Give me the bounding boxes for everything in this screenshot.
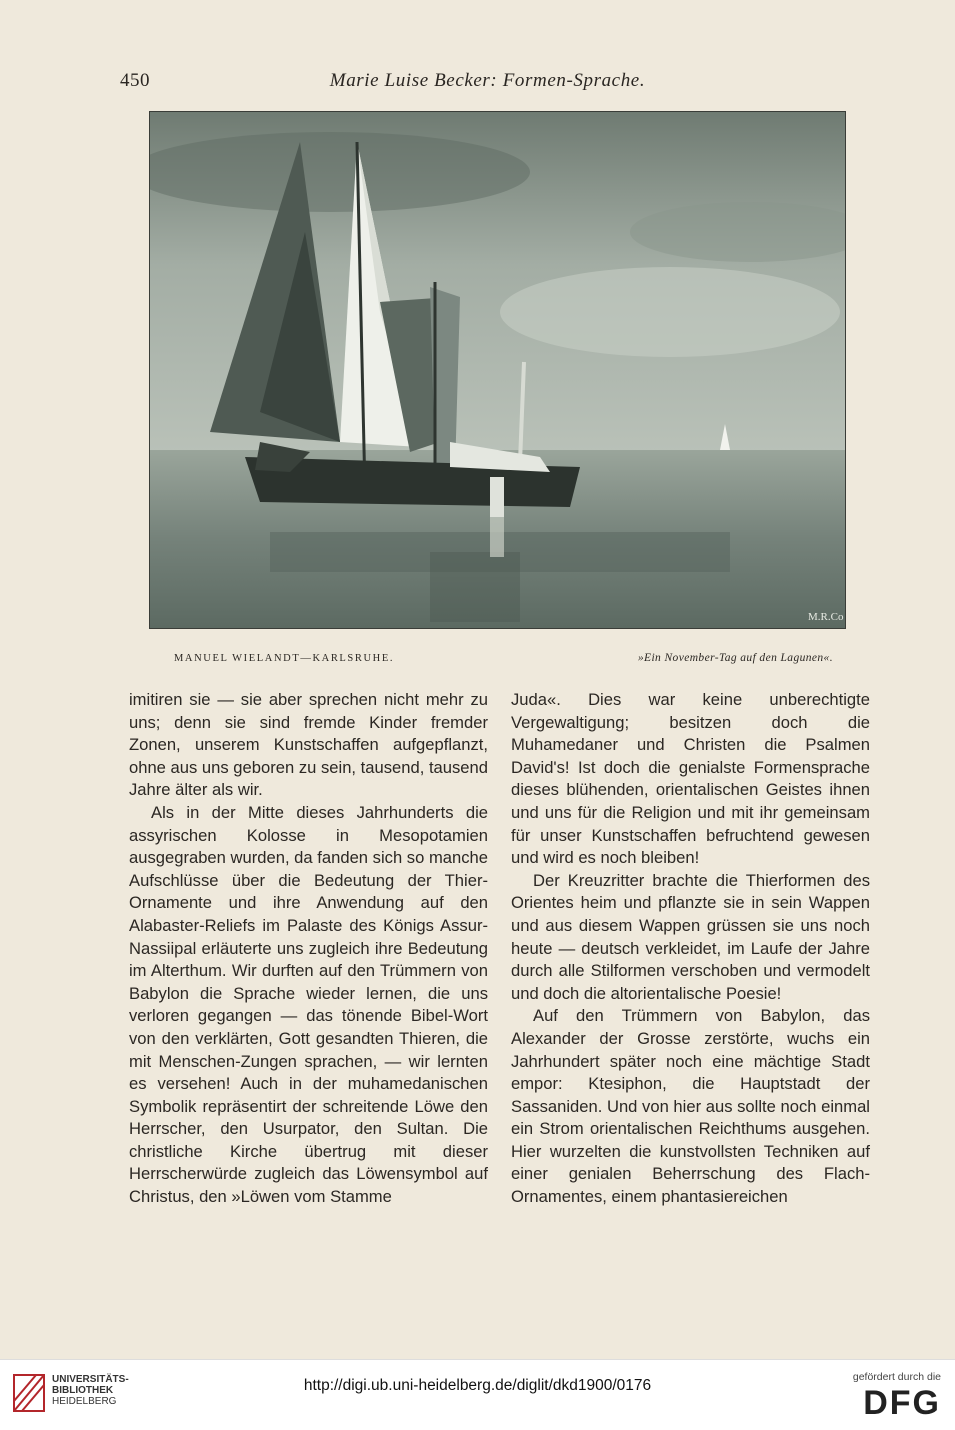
sailboat-painting [150,112,845,628]
left-text-column [129,689,488,1209]
caption-artist: MANUEL WIELANDT—KARLSRUHE. [174,653,395,664]
painting-plate [149,111,846,629]
caption-title: »Ein November-Tag auf den Lagunen«. [637,652,833,664]
permalink-url[interactable]: http://digi.ub.uni-heidelberg.de/diglit/dkd1900/0176 [303,1377,652,1394]
paragraph: Auf den Trümmern von Babylon, das Alexander der Grosse zerstörte, wuchs ein Jahrhundert später noch eine mächtige Stadt empor: Ktesiphon, die Hauptstadt der Sassaniden. Und von hier aus sollte noch einmal ein Strom orientalischen Reichthums ausgehen. Hier wurzelten die kunstvollsten Techniken auf einer genialen Beherrschung des Flach-Ornamentes, einem phantasiereichen [511,1006,870,1207]
right-text-column [511,689,870,1209]
running-title: Marie Luise Becker: Formen-Sprache. [329,70,646,91]
paragraph: imitiren sie — sie aber sprechen nicht mehr zu uns; denn sie sind fremde Kinder fremder Zonen, unserem Kunstschaffen aufgepflanzt, ohne aus uns geboren zu sein, tausend, tausend Jahre älter als wir. [129,690,488,800]
library-line: UNIVERSITÄTS- [52,1374,129,1385]
funding-label: gefördert durch die [852,1371,941,1383]
library-line: HEIDELBERG [52,1396,117,1407]
paragraph: Als in der Mitte dieses Jahrhunderts die assyrischen Kolosse in Mesopotamien ausgegraben wurden, da fanden sich so manche Aufschlüsse über die Bedeutung der Thier-Ornamente und ihre Anwendung auf den Alabaster-Reliefs im Palaste des Königs Assur-Nassiipal erläuterte uns zugleich ihre Bedeutung im Alterthum. Wir durften auf den Trümmern von Babylon die Sprache wieder lernen, die uns verloren gegangen — das tönende Bibel-Wort von den verklärten, Gott gesandten Thieren, die mit Menschen-Zungen sprachen, — wir lernten es versehen! Auch in der muhamedanischen Symbolik repräsentirt der schreitende Löwe den Herrscher, den Usurpator, den Sultan. Die christliche Kirche übertrug mit dieser Herrscherwürde zugleich das Löwensymbol auf Christus, den »Löwen vom Stamme [129,802,488,1207]
plate-monogram: M.R.Co [808,611,844,623]
digitization-footer [0,1359,955,1430]
page-number: 450 [120,70,150,91]
dfg-logo: DFG [863,1384,941,1422]
paragraph: Der Kreuzritter brachte die Thierformen des Orientes heim und pflanzte sie in sein Wappen und aus diesem Wappen grüssen sie uns noch heute — deutsch verkleidet, im Laufe der Jahre durch alle Stilformen verschoben und vermodelt und doch die altorientalische Poesie! [511,870,870,1003]
library-line: BIBLIOTHEK [52,1385,114,1396]
paragraph: Juda«. Dies war keine unberechtigte Vergewaltigung; besitzen doch die Muhamedaner und Christen die Psalmen David's! Ist doch die genialste Formensprache dieses blühenden, orientalischen Geistes ihnen und uns für die Religion und mit ihr gemeinsam für unser Kunstschaffen befruchtend gewesen und wird es noch bleiben! [511,690,870,868]
